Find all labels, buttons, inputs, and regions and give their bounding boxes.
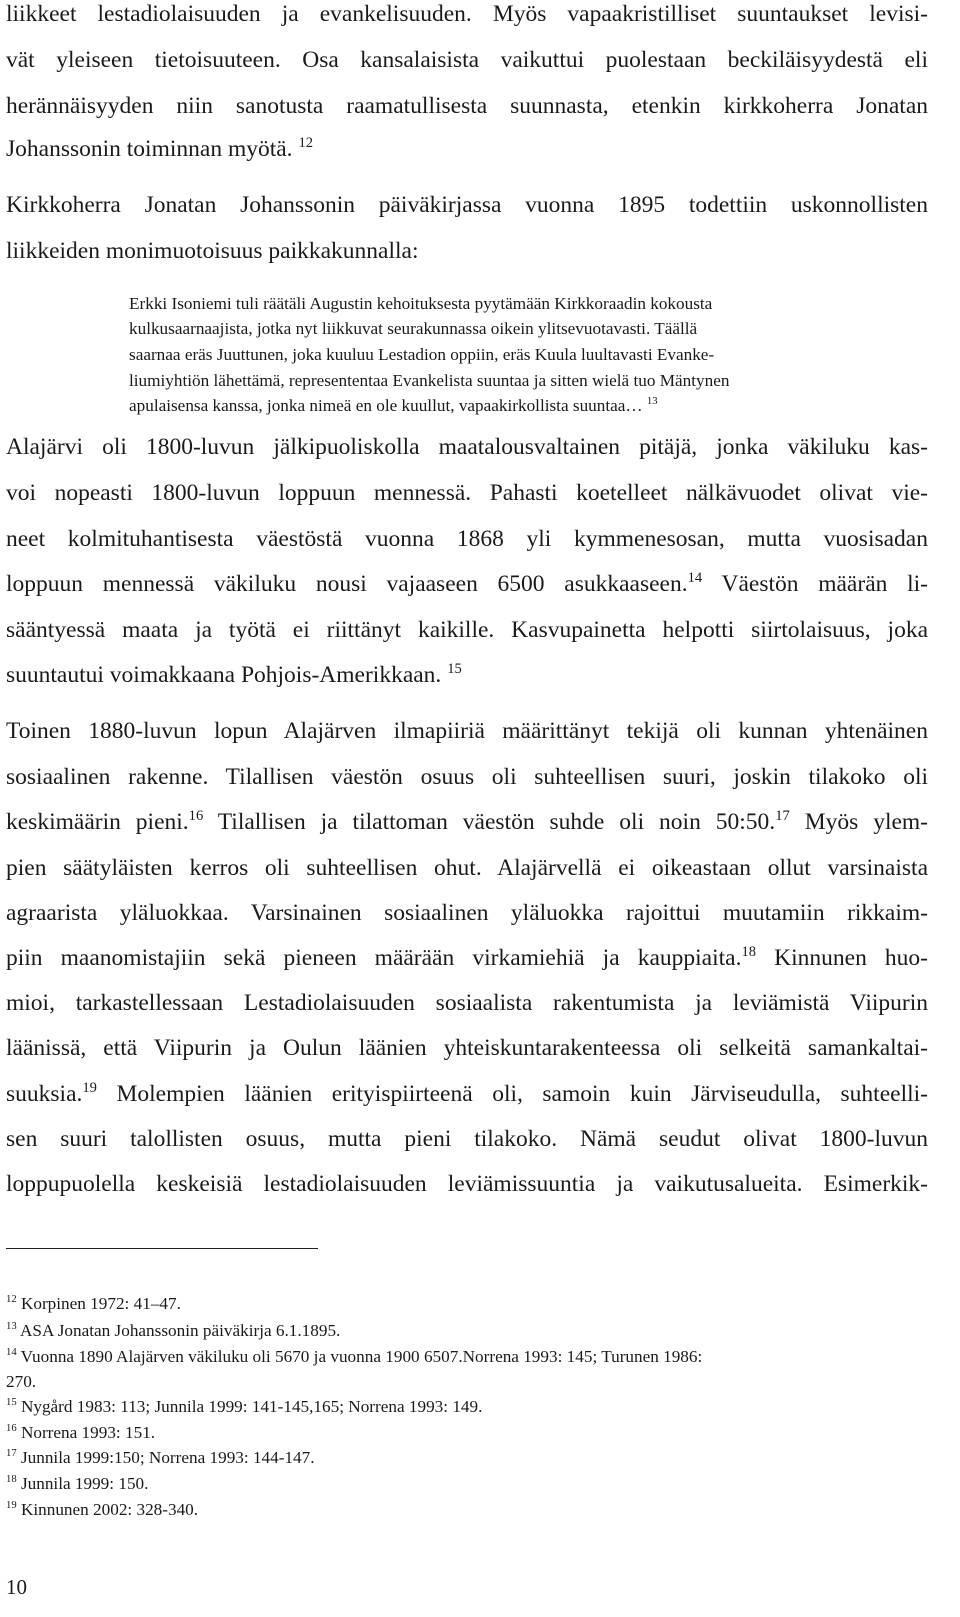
footnote-number: 15 xyxy=(6,1397,17,1409)
footnote-ref: 16 xyxy=(188,807,204,824)
body-line: liikkeiden monimuotoisuus paikkakunnalla: xyxy=(6,238,419,264)
body-text: Molempien läänien erityispiirteenä oli, samoin kuin Järviseudulla, suhteelli- xyxy=(96,1081,928,1107)
body-text: suuksia. xyxy=(6,1081,83,1107)
body-line xyxy=(6,943,928,971)
body-text: Kinnunen huo- xyxy=(756,945,928,971)
quote-line xyxy=(129,397,658,415)
footnote-ref: 15 xyxy=(447,660,462,677)
body-line: agraarista yläluokkaa. Varsinainen sosiaalinen yläluokka rajoittui muutamiin rikkaim- xyxy=(6,900,928,926)
footnote-ref: 14 xyxy=(687,569,703,586)
page-number: 10 xyxy=(6,1575,27,1599)
body-line xyxy=(6,1079,928,1107)
body-line: neet kolmituhantisesta väestöstä vuonna 1868 yli kymmenesosan, mutta vuosisadan xyxy=(6,526,928,552)
footnote-ref: 13 xyxy=(646,396,658,408)
body-line: sosiaalinen rakenne. Tilallisen väestön osuus oli suhteellisen suuri, joskin tilakoko oli xyxy=(6,764,928,790)
footnote-number: 13 xyxy=(6,1321,17,1333)
body-line: Toinen 1880-luvun lopun Alajärven ilmapiiriä määrittänyt tekijä oli kunnan yhtenäinen xyxy=(6,718,928,744)
body-line: sääntyessä maata ja työtä ei riittänyt kaikille. Kasvupainetta helpotti siirtolaisuus, joka xyxy=(6,617,928,643)
footnote-text: ASA Jonatan Johanssonin päiväkirja 6.1.1895. xyxy=(20,1321,341,1340)
footnote-number: 14 xyxy=(6,1347,17,1359)
footnote-ref: 19 xyxy=(82,1079,97,1096)
body-line xyxy=(6,660,462,688)
footnote xyxy=(6,1475,148,1493)
footnote-number: 18 xyxy=(6,1474,17,1486)
quote-line: Erkki Isoniemi tuli räätäli Augustin kehoituksesta pyytämään Kirkkoraadin kokousta xyxy=(129,294,713,313)
footnote xyxy=(6,1348,702,1366)
footnote-separator xyxy=(6,1248,318,1249)
footnote-text: Korpinen 1972: 41–47. xyxy=(20,1294,181,1313)
body-line: mioi, tarkastellessaan Lestadiolaisuuden sosiaalista rakentumista ja leviämistä Viipurin xyxy=(6,990,928,1016)
footnote-text: Nygård 1983: 113; Junnila 1999: 141-145,165; Norrena 1993: 149. xyxy=(20,1397,483,1416)
body-text: loppuun mennessä väkiluku nousi vajaaseen 6500 asukkaaseen. xyxy=(6,571,688,597)
body-text: suuntautui voimakkaana Pohjois-Amerikkaan. xyxy=(6,662,442,688)
footnote xyxy=(6,1449,315,1467)
footnote-ref: 12 xyxy=(298,134,313,151)
footnote-number: 19 xyxy=(6,1500,17,1512)
body-text: Myös ylem- xyxy=(789,809,929,835)
body-text: keskimäärin pieni. xyxy=(6,809,189,835)
body-line: läänissä, että Viipurin ja Oulun läänien yhteiskuntarakenteessa oli selkeitä samankaltai- xyxy=(6,1035,928,1061)
body-text: Tilallisen ja tilattoman väestön suhde oli noin 50:50. xyxy=(203,809,776,835)
footnote-text: 270. xyxy=(6,1372,37,1391)
footnote-text: Junnila 1999:150; Norrena 1993: 144-147. xyxy=(20,1448,315,1467)
footnote-text: Norrena 1993: 151. xyxy=(20,1423,156,1442)
quote-text: apulaisensa kanssa, jonka nimeä en ole kuullut, vapaakirkollista suuntaa… xyxy=(129,396,643,415)
body-line: vät yleiseen tietoisuuteen. Osa kansalaisista vaikuttui puolestaan beckiläisyydestä eli xyxy=(6,47,928,73)
quote-line: kulkusaarnaajista, jotka nyt liikkuvat seurakunnassa oikein ylitsevuotavasti. Täällä xyxy=(129,319,698,338)
body-line: Kirkkoherra Jonatan Johanssonin päiväkirjassa vuonna 1895 todettiin uskonnollisten xyxy=(6,192,928,218)
quote-line: liumiyhtiön lähettämä, represententaa Evankelista suuntaa ja sitten wielä tuo Mäntynen xyxy=(129,371,730,390)
body-line: sen suuri talollisten osuus, mutta pieni tilakoko. Nämä seudut olivat 1800-luvun xyxy=(6,1126,928,1152)
body-line: herännäisyyden niin sanotusta raamatullisesta suunnasta, etenkin kirkkoherra Jonatan xyxy=(6,93,928,119)
body-line: Alajärvi oli 1800-luvun jälkipuoliskolla maatalousvaltainen pitäjä, jonka väkiluku kas- xyxy=(6,434,928,460)
footnote-text: Kinnunen 2002: 328-340. xyxy=(20,1500,199,1519)
body-text: Väestön määrän li- xyxy=(702,571,928,597)
footnote xyxy=(6,1501,198,1519)
footnote-ref: 17 xyxy=(775,807,790,824)
body-line xyxy=(6,134,313,162)
footnote xyxy=(6,1295,181,1313)
body-line: voi nopeasti 1800-luvun loppuun mennessä. Pahasti koetelleet nälkävuodet olivat vie- xyxy=(6,480,928,506)
body-line xyxy=(6,807,929,835)
footnote-text: Vuonna 1890 Alajärven väkiluku oli 5670 ja vuonna 1900 6507.Norrena 1993: 145; Turunen 1986: xyxy=(20,1347,703,1366)
body-line xyxy=(6,569,928,597)
footnote-number: 12 xyxy=(6,1294,17,1306)
footnote xyxy=(6,1398,482,1416)
quote-line: saarnaa eräs Juuttunen, joka kuuluu Lestadion oppiin, eräs Kuula luultavasti Evanke- xyxy=(129,345,715,364)
body-text: Johanssonin toiminnan myötä. xyxy=(6,136,293,162)
footnote-ref: 18 xyxy=(741,943,757,960)
footnote xyxy=(6,1373,36,1390)
footnote xyxy=(6,1322,340,1340)
body-text: piin maanomistajiin sekä pieneen määrään virkamiehiä ja kauppiaita. xyxy=(6,945,742,971)
footnote-text: Junnila 1999: 150. xyxy=(20,1474,149,1493)
footnote-number: 17 xyxy=(6,1448,17,1460)
body-line: pien säätyläisten kerros oli suhteellisen ohut. Alajärvellä ei oikeastaan ollut varsinaista xyxy=(6,855,928,881)
footnote xyxy=(6,1424,155,1442)
body-line: liikkeet lestadiolaisuuden ja evankelisuuden. Myös vapaakristilliset suuntaukset levisi- xyxy=(6,1,928,27)
body-line: loppupuolella keskeisiä lestadiolaisuuden leviämissuuntia ja vaikutusalueita. Esimerkik- xyxy=(6,1171,928,1197)
footnote-number: 16 xyxy=(6,1423,17,1435)
